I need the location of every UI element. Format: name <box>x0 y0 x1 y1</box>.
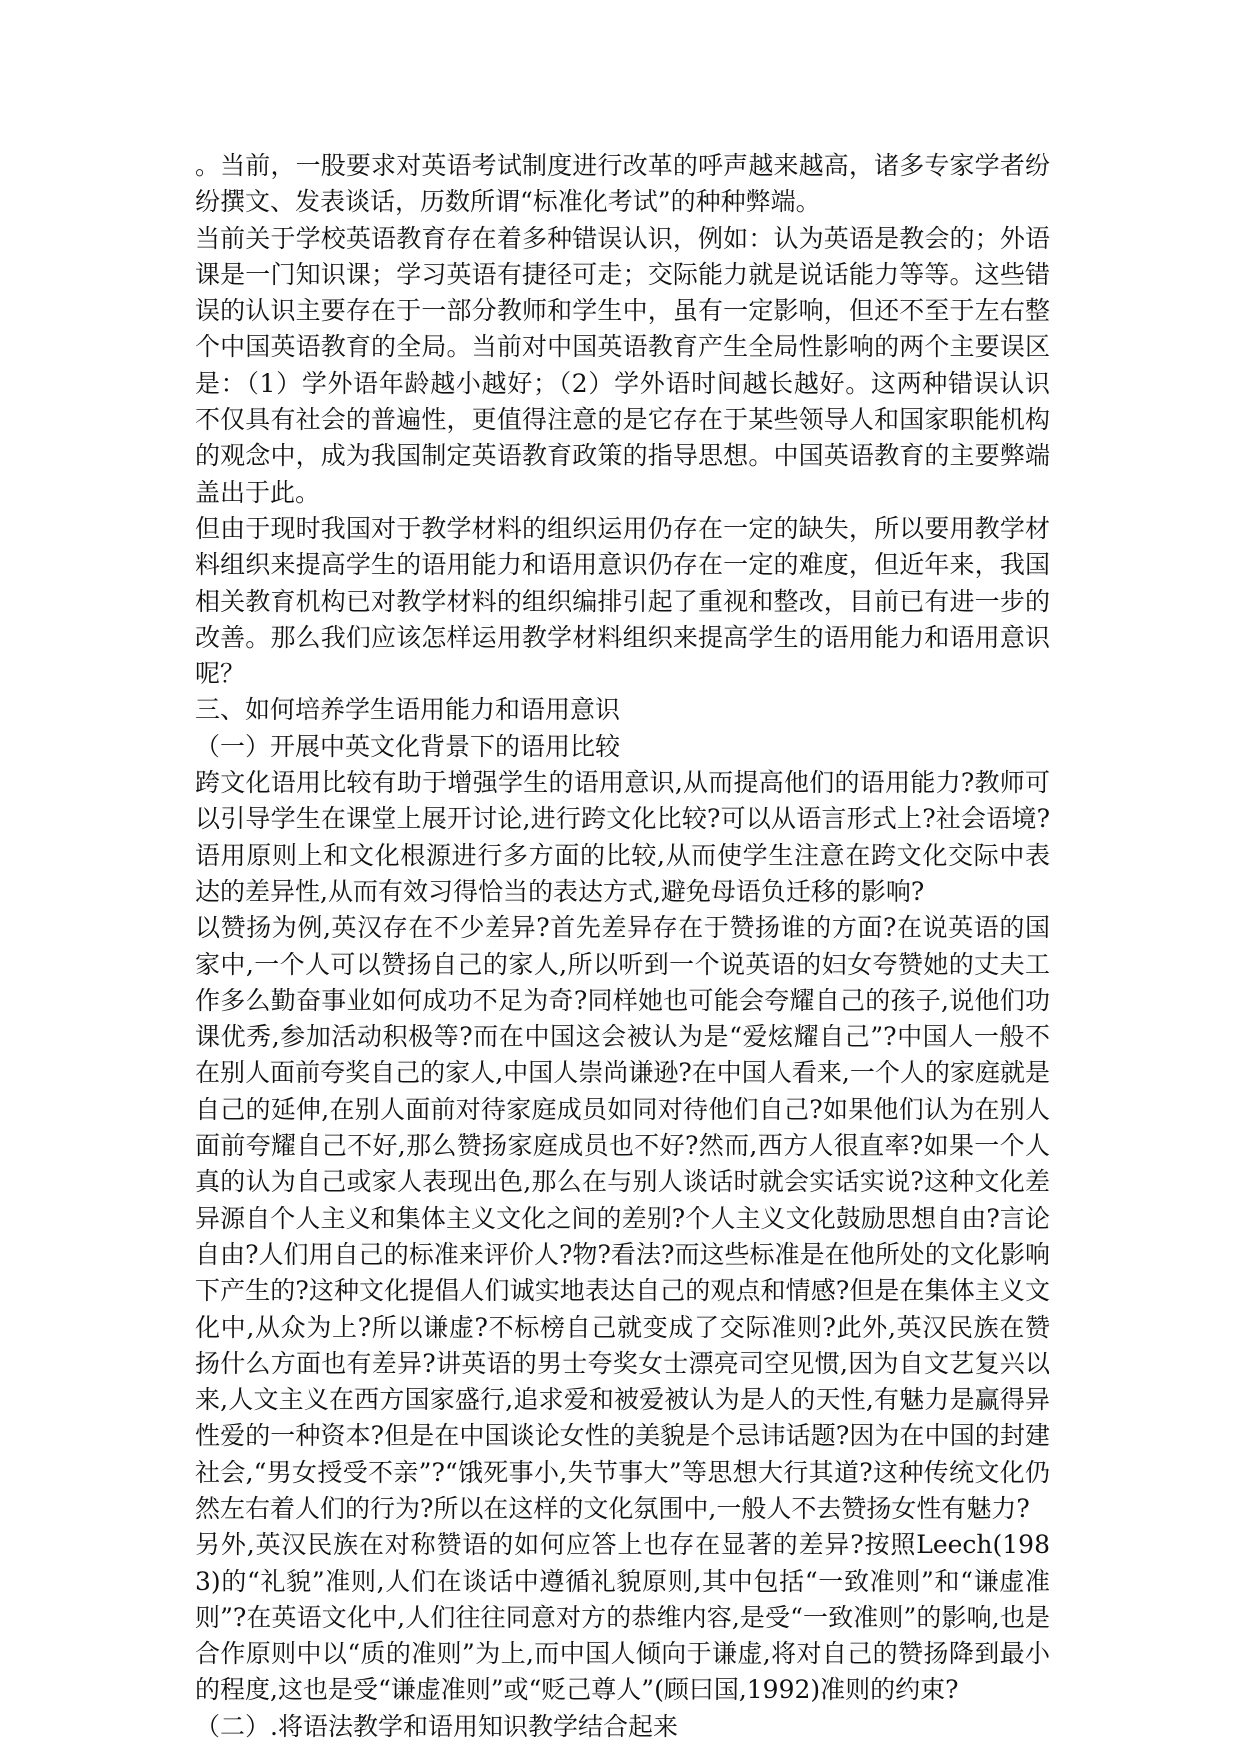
paragraph-compliment-response: 另外,英汉民族在对称赞语的如何应答上也存在显著的差异?按照Leech(1983)的“礼貌”准则,人们在谈话中遵循礼貌原则,其中包括“一致准则”和“谦虚准则”?在英语文化中,人们往往同意对方的恭维内容,是受“一致准则”的影响,也是合作原则中以“质的准则”为上,而中国人倾向于谦虚,将对自己的赞扬降到最小的程度,这也是受“谦虚准则”或“贬己尊人”(顾曰国,1992)准则的约束? <box>195 1530 1050 1705</box>
paragraph-teaching-materials: 但由于现时我国对于教学材料的组织运用仍存在一定的缺失，所以要用教学材料组织来提高学生的语用能力和语用意识仍存在一定的难度，但近年来，我国相关教育机构已对教学材料的组织编排引起了重视和整改，目前已有进一步的改善。那么我们应该怎样运用教学材料组织来提高学生的语用能力和语用意识呢？ <box>195 513 1050 689</box>
document-page <box>195 148 1050 1745</box>
subsection-heading-1: （一）开展中英文化背景下的语用比较 <box>195 731 621 761</box>
paragraph-praise-example: 以赞扬为例,英汉存在不少差异?首先差异存在于赞扬谁的方面?在说英语的国家中,一个人可以赞扬自己的家人,所以听到一个说英语的妇女夸赞她的丈夫工作多么勤奋事业如何成功不足为奇?同样她也可能会夸耀自己的孩子,说他们功课优秀,参加活动积极等?而在中国这会被认为是“爱炫耀自己”?中国人一般不在别人面前夸奖自己的家人,中国人崇尚谦逊?在中国人看来,一个人的家庭就是自己的延伸,在别人面前对待家庭成员如同对待他们自己?如果他们认为在别人面前夸耀自己不好,那么赞扬家庭成员也不好?然而,西方人很直率?如果一个人真的认为自己或家人表现出色,那么在与别人谈话时就会实话实说?这种文化差异源自个人主义和集体主义文化之间的差别?个人主义文化鼓励思想自由?言论自由?人们用自己的标准来评价人?物?看法?而这些标准是在他所处的文化影响下产生的?这种文化提倡人们诚实地表达自己的观点和情感?但是在集体主义文化中,从众为上?所以谦虚?不标榜自己就变成了交际准则?此外,英汉民族在赞扬什么方面也有差异?讲英语的男士夸奖女士漂亮司空见惯,因为自文艺复兴以来,人文主义在西方国家盛行,追求爱和被爱被认为是人的天性,有魅力是赢得异性爱的一种资本?但是在中国谈论女性的美貌是个忌讳话题?因为在中国的封建社会,“男女授受不亲”?“饿死事小,失节事大”等思想大行其道?这种传统文化仍然左右着人们的行为?所以在这样的文化氛围中,一般人不去赞扬女性有魅力? <box>195 913 1050 1523</box>
section-heading-3: 三、如何培养学生语用能力和语用意识 <box>195 695 621 725</box>
paragraph-exam-reform: 。当前，一股要求对英语考试制度进行改革的呼声越来越高，诸多专家学者纷纷撰文、发表谈话，历数所谓“标准化考试”的种种弊端。 <box>195 151 1050 217</box>
subsection-heading-2: （二）.将语法教学和语用知识教学结合起来 <box>195 1711 678 1741</box>
paragraph-cross-cultural-comparison: 跨文化语用比较有助于增强学生的语用意识,从而提高他们的语用能力?教师可以引导学生在课堂上展开讨论,进行跨文化比较?可以从语言形式上?社会语境?语用原则上和文化根源进行多方面的比较,从而使学生注意在跨文化交际中表达的差异性,从而有效习得恰当的表达方式,避免母语负迁移的影响? <box>195 768 1050 906</box>
paragraph-misconceptions: 当前关于学校英语教育存在着多种错误认识，例如：认为英语是教会的；外语课是一门知识课；学习英语有捷径可走；交际能力就是说话能力等等。这些错误的认识主要存在于一部分教师和学生中，虽有一定影响，但还不至于左右整个中国英语教育的全局。当前对中国英语教育产生全局性影响的两个主要误区是：（1）学外语年龄越小越好；（2）学外语时间越长越好。这两种错误认识不仅具有社会的普遍性，更值得注意的是它存在于某些领导人和国家职能机构的观念中，成为我国制定英语教育政策的指导思想。中国英语教育的主要弊端盖出于此。 <box>195 223 1050 507</box>
